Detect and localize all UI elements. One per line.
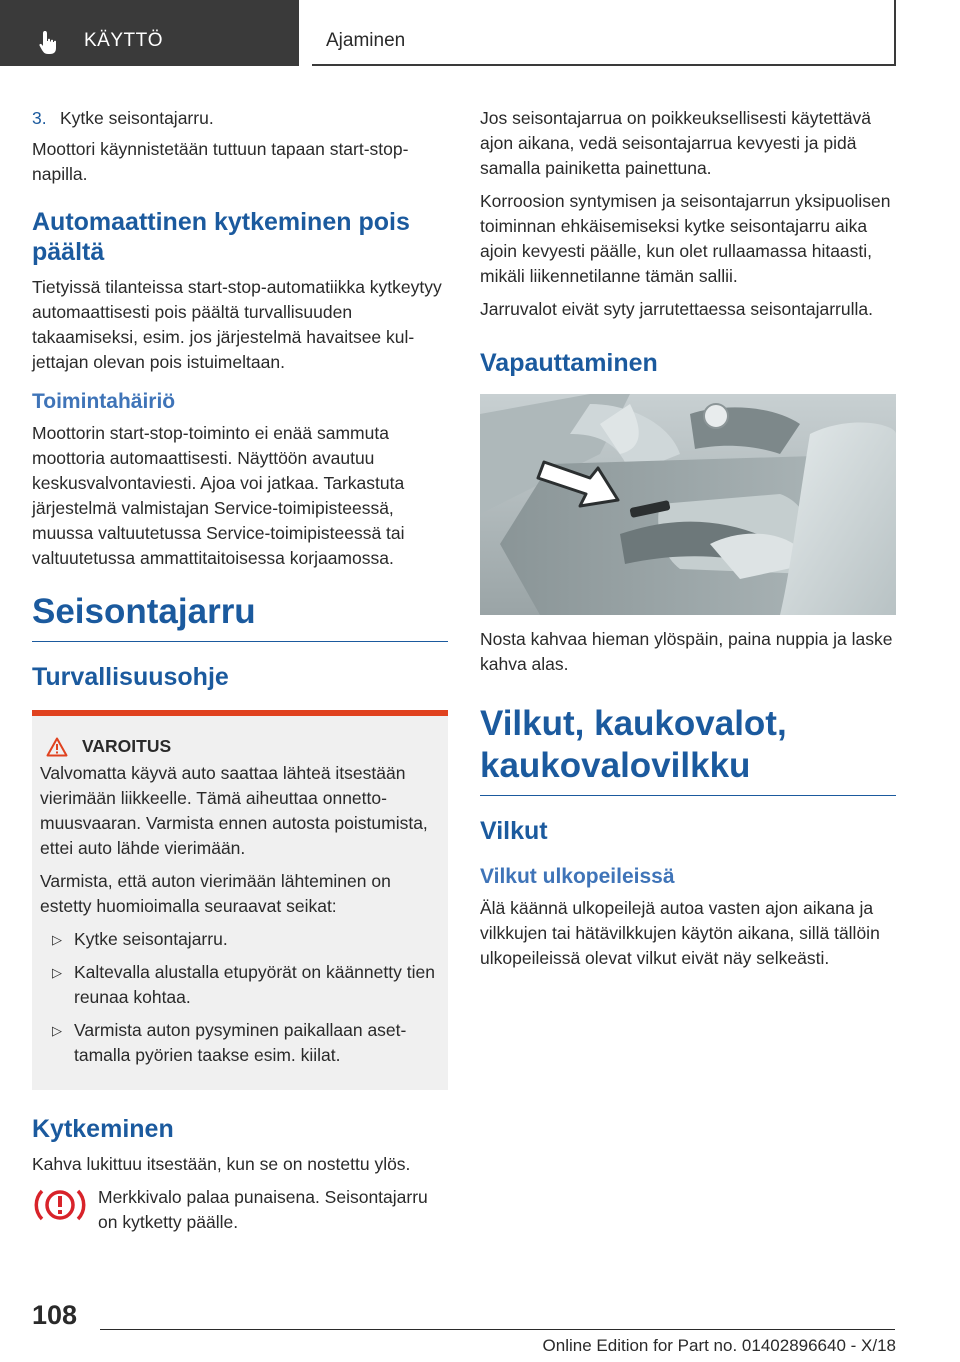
bullet-marker: ▷: [52, 932, 62, 947]
footer-edition: Online Edition for Part no. 01402896640 - X/18: [542, 1336, 896, 1355]
section-tab: [0, 0, 299, 66]
indicator-cell: [32, 1185, 98, 1235]
warning-title-text: VAROITUS: [82, 736, 172, 756]
parking-brake-photo: [480, 394, 896, 615]
footer-divider: [100, 1329, 895, 1330]
warning-bullet: [40, 960, 440, 1010]
bullet-marker: ▷: [52, 1023, 62, 1038]
heading-vilkut: Vilkut: [480, 817, 548, 845]
chapter-header: [312, 0, 896, 66]
start-paragraph: Moottori käynnistetään tuttuun tapaan start-stop-napilla.: [32, 139, 409, 184]
release-paragraph: Nosta kahvaa hieman ylöspäin, paina nuppia ja laske kahva alas.: [480, 629, 893, 674]
heading-engaging: Kytkeminen: [32, 1115, 174, 1143]
bullet-text: Varmista auton pysyminen paikallaan asettamalla pyörien taakse esim. kiilat.: [74, 1020, 407, 1065]
step-text: Kytke seisontajarru.: [60, 108, 214, 128]
right-column: [480, 106, 896, 979]
warning-triangle-icon: [46, 737, 68, 757]
right-paragraph-2: Korroosion syntymisen ja seisontajarrun yksipuolisen toiminnan ehkäisemiseksi kytke seisontajarru aika ajoin kevyesti päälle, kun olet rullaamassa hitaasti, mikäli liikennetilanne tämän sallii.: [480, 191, 891, 286]
indicator-row: [32, 1185, 448, 1235]
heading-release: Vapauttaminen: [480, 349, 658, 377]
right-paragraph-3: Jarruvalot eivät syty jarrutettaessa seisontajarrulla.: [480, 299, 873, 319]
mirror-paragraph: Älä käännä ulkopeilejä autoa vasten ajon aikana ja vilkkujen tai hätävilkkujen käytön aikana, sillä tällöin ulkopeileissä olevat vilkut eivät näy selkeästi.: [480, 898, 880, 968]
step-number: 3.: [32, 108, 47, 128]
warning-paragraph-1: Valvomatta käyvä auto saattaa lähteä itsestään vierimään liikkeelle. Tämä aiheuttaa onnettomuusvaaran. Varmista ennen autosta poistumista, ettei auto lähde vierimään.: [40, 763, 428, 858]
heading-mirror-signals: Vilkut ulkopeileissä: [480, 865, 675, 888]
engaging-paragraph: Kahva lukittuu itsestään, kun se on nostettu ylös.: [32, 1154, 411, 1174]
right-paragraph-1: Jos seisontajarrua on poikkeuksellisesti käytettävä ajon aikana, vedä seisontajarrua kevyesti ja pidä samalla painiketta painettuna.: [480, 108, 872, 178]
page-number: 108: [32, 1300, 78, 1330]
warning-box: [32, 710, 448, 1090]
warning-bullet: [40, 1018, 440, 1068]
indicator-text: Merkkivalo palaa punaisena. Seisontajarru on kytketty päälle.: [98, 1187, 428, 1232]
auto-off-paragraph: Tietyissä tilanteissa start-stop-automatiikka kytkeytyy automaattisesti pois päältä turvallisuuden takaamiseksi, esim. jos järjestelmä havaitsee kuljettajan olevan pois istuimeltaan.: [32, 277, 442, 372]
warning-title: [46, 736, 440, 757]
bullet-marker: ▷: [52, 965, 62, 980]
left-column: [32, 106, 448, 1235]
warning-bullet: [40, 927, 440, 952]
section-label: KÄYTTÖ: [84, 30, 164, 51]
bullet-text: Kaltevalla alustalla etupyörät on käännetty tien reunaa kohtaa.: [74, 962, 435, 1007]
heading-turn-signals: Vilkut, kaukovalot, kaukovalovilkku: [480, 703, 896, 796]
heading-malfunction: Toimintahäiriö: [32, 390, 176, 413]
heading-auto-off: Automaattinen kytkeminen pois päältä: [32, 208, 410, 266]
step-3: [32, 106, 448, 131]
hand-pointer-icon: [36, 28, 64, 56]
warning-paragraph-2: Varmista, että auton vierimään lähteminen on estetty huomioimalla seuraavat seikat:: [40, 871, 391, 916]
bullet-text: Kytke seisontajarru.: [74, 929, 228, 949]
chapter-label: Ajaminen: [326, 30, 406, 51]
brake-warning-light-icon: [32, 1185, 88, 1225]
malfunction-paragraph: Moottorin start-stop-toiminto ei enää sammuta moottoria automaattisesti. Näyttöön avautuu keskusvalvontaviesti. Ajoa voi jatkaa. Tarkastuta järjestelmä valmistajan Service-toimipisteessä, muussa valtuutetussa Service-toimipisteessä tai valtuutetussa ammattitaitoisessa korjaamossa.: [32, 423, 405, 568]
heading-safety: Turvallisuusohje: [32, 663, 229, 691]
heading-parking-brake: Seisontajarru: [32, 591, 448, 642]
